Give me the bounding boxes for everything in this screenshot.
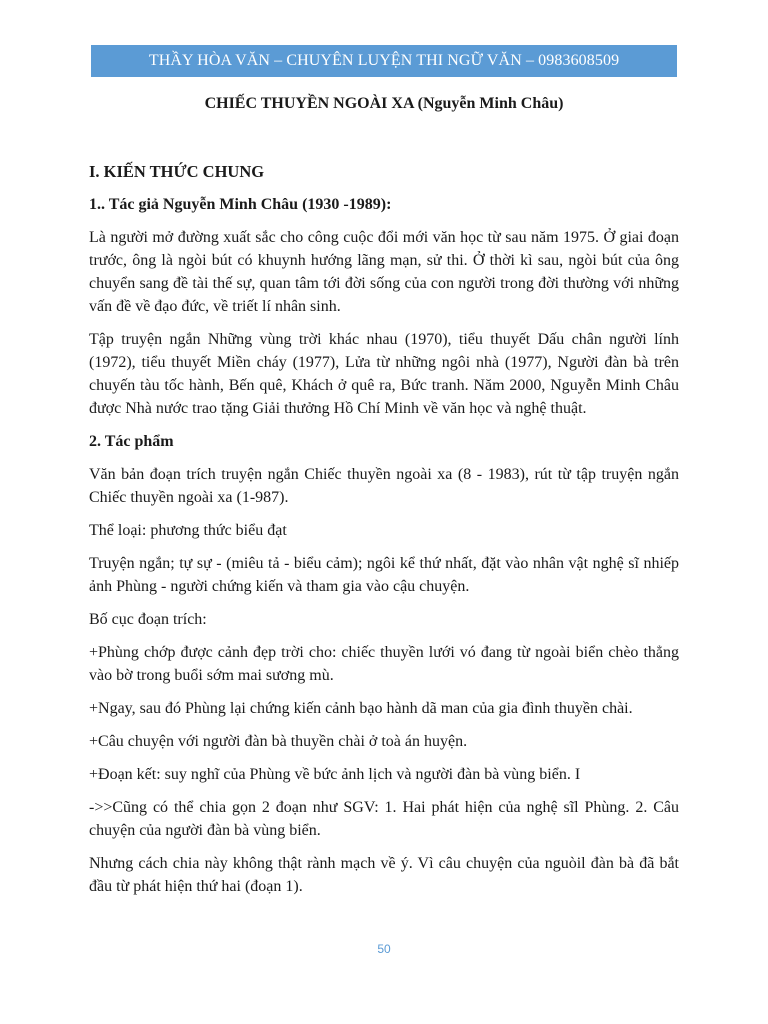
banner-text: THẦY HÒA VĂN – CHUYÊN LUYỆN THI NGỮ VĂN – 0983608509 [148, 52, 620, 69]
page-number: 50 [377, 942, 391, 956]
work-paragraph: Văn bản đoạn trích truyện ngắn Chiếc thuyền ngoài xa (8 - 1983), rút từ tập truyện ngắn Chiếc thuyền ngoài xa (1-987). [89, 466, 679, 506]
work-paragraph: Thể loại: phương thức biểu đạt [89, 522, 287, 539]
work-paragraph: +Phùng chớp được cảnh đẹp trời cho: chiếc thuyền lưới vó đang từ ngoài biển chèo thẳng vào bờ trong buổi sớm mai sương mù. [89, 644, 679, 684]
work-paragraph: ->>Cũng có thể chia gọn 2 đoạn như SGV: 1. Hai phát hiện của nghệ sĩl Phùng. 2. Câu chuyện của người đàn bà vùng biển. [89, 799, 679, 839]
document-title: CHIẾC THUYỀN NGOÀI XA (Nguyễn Minh Châu) [204, 95, 564, 112]
work-paragraph: Bố cục đoạn trích: [89, 611, 207, 628]
work-paragraph: +Câu chuyện với người đàn bà thuyền chài ở toà án huyện. [89, 733, 468, 750]
author-paragraph: Tập truyện ngắn Những vùng trời khác nhau (1970), tiểu thuyết Dấu chân người lính (1972), tiểu thuyết Miền cháy (1977), Lửa từ những ngôi nhà (1977), Người đàn bà trên chuyến tàu tốc hành, Bến quê, Khách ở quê ra, Bức tranh. Năm 2000, Nguyễn Minh Châu được Nhà nước trao tặng Giải thưởng Hồ Chí Minh về văn học và nghệ thuật. [89, 331, 679, 417]
work-paragraph: Nhưng cách chia này không thật rành mạch về ý. Vì câu chuyện của nguòil đàn bà đã bắt đầu từ phát hiện thứ hai (đoạn 1). [89, 855, 679, 895]
author-paragraph: Là người mở đường xuất sắc cho công cuộc đổi mới văn học từ sau năm 1975. Ở giai đoạn trước, ông là ngòi bút có khuynh hướng lãng mạn, sử thi. Ở thời kì sau, ngòi bút của ông chuyển sang đề tài thế sự, quan tâm tới đời sống của con người trong đời thường với những vấn đề về đạo đức, về triết lí nhân sinh. [89, 229, 679, 315]
header-banner [91, 45, 677, 77]
work-paragraph: +Ngay, sau đó Phùng lại chứng kiến cảnh bạo hành dã man của gia đình thuyền chài. [89, 700, 633, 717]
work-heading: 2. Tác phẩm [89, 433, 174, 450]
document-body [89, 160, 679, 908]
work-paragraph: +Đoạn kết: suy nghĩ của Phùng về bức ảnh lịch và người đàn bà vùng biển. I [89, 766, 581, 783]
author-heading: 1.. Tác giả Nguyễn Minh Châu (1930 -1989): [89, 196, 392, 213]
work-paragraph: Truyện ngắn; tự sự - (miêu tả - biểu cảm); ngôi kể thứ nhất, đặt vào nhân vật nghệ sĩ nhiếp ảnh Phùng - người chứng kiến và tham gia vào cậu chuyện. [89, 555, 679, 595]
section-heading: I. KIẾN THỨC CHUNG [89, 162, 265, 181]
